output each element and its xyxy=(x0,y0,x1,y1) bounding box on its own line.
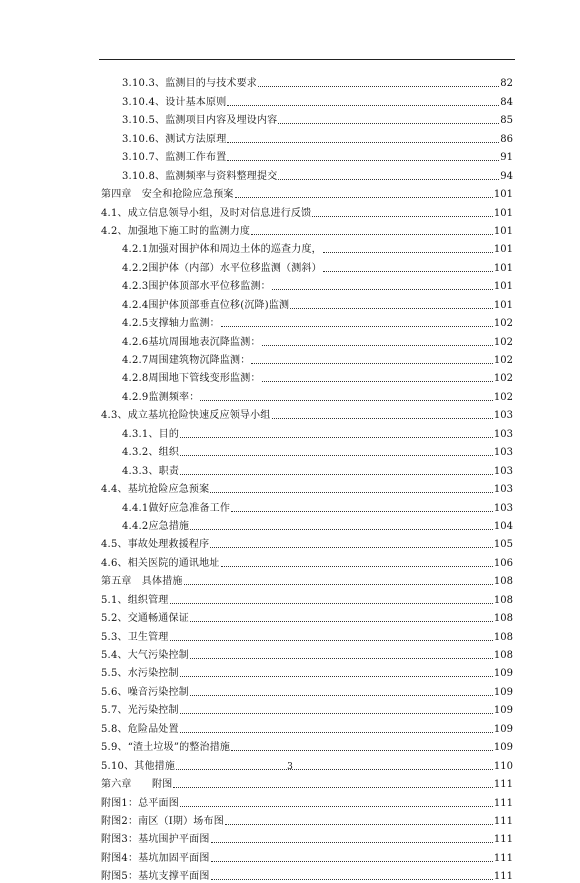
toc-entry-page: 103 xyxy=(493,502,513,514)
toc-entry-title: 附图1：总平面图 xyxy=(101,797,179,809)
toc-entry-page: 94 xyxy=(500,170,513,182)
toc-entry-page: 103 xyxy=(493,484,513,496)
toc-entry-page: 108 xyxy=(493,576,513,588)
toc-entry-title: 5.4、大气污染控制 xyxy=(101,650,189,661)
toc-entry[interactable] xyxy=(101,385,513,403)
toc-entry-page: 111 xyxy=(493,779,513,791)
toc-dot-leader xyxy=(210,492,493,493)
toc-entry[interactable] xyxy=(101,717,513,735)
header-rule xyxy=(99,59,515,60)
toc-dot-leader xyxy=(258,86,499,87)
toc-entry[interactable] xyxy=(101,367,513,385)
toc-entry-page: 108 xyxy=(493,594,513,606)
toc-entry-page: 101 xyxy=(493,262,513,274)
toc-entry-title: 第五章 具体措施 xyxy=(101,576,183,588)
toc-entry-page: 102 xyxy=(493,373,513,385)
toc-entry-title: 4.6、相关医院的通讯地址 xyxy=(101,557,220,569)
toc-entry-title: 附图4：基坑加固平面图 xyxy=(101,852,210,864)
toc-entry-page: 109 xyxy=(493,742,513,754)
toc-entry-title: 3.10.5、监测项目内容及埋设内容 xyxy=(122,115,278,127)
toc-dot-leader xyxy=(272,418,493,419)
toc-dot-leader xyxy=(190,621,493,622)
toc-entry-page: 109 xyxy=(493,723,513,735)
toc-entry-title: 4.2.3围护体顶部水平位移监测： xyxy=(122,281,271,293)
toc-dot-leader xyxy=(227,142,499,143)
toc-entry[interactable] xyxy=(101,109,513,127)
toc-dot-leader xyxy=(227,105,499,106)
toc-dot-leader xyxy=(173,787,493,788)
toc-dot-leader xyxy=(190,658,493,659)
toc-dot-leader xyxy=(251,234,493,235)
toc-dot-leader xyxy=(290,308,493,309)
toc-dot-leader xyxy=(180,676,493,677)
toc-entry[interactable] xyxy=(101,256,513,274)
toc-entry-page: 101 xyxy=(493,299,513,311)
toc-entry[interactable] xyxy=(101,551,513,569)
toc-entry-title: 4.2.8周围地下管线变形监测： xyxy=(122,373,261,385)
toc-entry-page: 84 xyxy=(500,96,513,108)
toc-entry[interactable] xyxy=(101,736,513,754)
toc-entry-page: 86 xyxy=(500,133,513,145)
toc-entry-title: 4.4、基坑抢险应急预案 xyxy=(101,484,210,496)
toc-entry-page: 108 xyxy=(493,650,513,661)
toc-entry-title: 附图3：基坑围护平面图 xyxy=(101,834,210,846)
toc-entry-title: 4.5、事故处理救援程序 xyxy=(101,539,210,551)
toc-dot-leader xyxy=(323,271,493,272)
toc-entry-page: 108 xyxy=(493,613,513,625)
toc-dot-leader xyxy=(211,879,493,880)
toc-entry-page: 111 xyxy=(493,815,513,827)
toc-entry-title: 5.10、其他措施 xyxy=(101,760,176,772)
toc-entry-title: 3.10.8、监测频率与资料整理提交 xyxy=(122,170,278,182)
toc-entry-page: 101 xyxy=(493,189,513,201)
toc-entry-page: 101 xyxy=(493,281,513,293)
toc-entry-page: 102 xyxy=(493,391,513,403)
toc-dot-leader xyxy=(221,326,493,327)
toc-entry[interactable] xyxy=(101,588,513,606)
toc-entry[interactable] xyxy=(101,201,513,219)
toc-entry-page: 109 xyxy=(493,668,513,680)
toc-entry-page: 101 xyxy=(493,225,513,237)
toc-entry[interactable] xyxy=(101,865,513,883)
toc-entry[interactable] xyxy=(101,72,513,90)
toc-dot-leader xyxy=(180,437,493,438)
toc-entry[interactable] xyxy=(101,275,513,293)
toc-entry-page: 102 xyxy=(493,355,513,366)
toc-entry[interactable] xyxy=(101,533,513,551)
toc-entry-title: 附图5：基坑支撑平面图 xyxy=(101,871,210,883)
toc-entry[interactable] xyxy=(101,662,513,680)
toc-entry[interactable] xyxy=(101,220,513,238)
toc-dot-leader xyxy=(184,584,493,585)
toc-dot-leader xyxy=(262,381,493,382)
toc-entry-page: 102 xyxy=(493,318,513,330)
toc-entry-title: 4.3.3、职责 xyxy=(122,465,180,477)
toc-entry[interactable] xyxy=(101,90,513,108)
toc-entry-page: 109 xyxy=(493,686,513,698)
toc-dot-leader xyxy=(200,400,492,401)
toc-entry-title: 5.2、交通畅通保证 xyxy=(101,613,189,625)
toc-entry-page: 101 xyxy=(493,207,513,219)
toc-entry[interactable] xyxy=(101,478,513,496)
toc-entry[interactable] xyxy=(101,625,513,643)
toc-entry-title: 4.2.5支撑轴力监测： xyxy=(122,318,220,330)
toc-dot-leader xyxy=(211,861,493,862)
toc-entry-title: 5.7、光污染控制 xyxy=(101,705,179,717)
toc-entry[interactable] xyxy=(101,312,513,330)
toc-dot-leader xyxy=(323,252,493,253)
toc-dot-leader xyxy=(278,179,499,180)
toc-entry-title: 4.4.2应急措施 xyxy=(122,520,190,532)
toc-dot-leader xyxy=(170,603,493,604)
toc-entry[interactable] xyxy=(101,238,513,256)
toc-entry[interactable] xyxy=(101,570,513,588)
toc-entry[interactable] xyxy=(101,404,513,422)
toc-entry[interactable] xyxy=(101,828,513,846)
toc-entry-title: 3.10.6、测试方法原理 xyxy=(122,133,227,145)
toc-entry-title: 第四章 安全和抢险应急预案 xyxy=(101,189,234,201)
toc-entry-page: 110 xyxy=(493,760,513,772)
toc-dot-leader xyxy=(278,123,499,124)
toc-entry-title: 4.3、成立基坑抢险快速反应领导小组 xyxy=(101,410,271,422)
toc-entry-page: 103 xyxy=(493,447,513,459)
toc-entry[interactable] xyxy=(101,699,513,717)
toc-entry[interactable] xyxy=(101,644,513,662)
toc-entry[interactable] xyxy=(101,293,513,311)
toc-entry-title: 5.3、卫生管理 xyxy=(101,631,169,643)
toc-entry-title: 3.10.3、监测目的与技术要求 xyxy=(122,78,258,90)
toc-entry[interactable] xyxy=(101,607,513,625)
toc-dot-leader xyxy=(180,455,493,456)
toc-entry-title: 第六章 附图 xyxy=(101,779,173,791)
toc-entry-title: 4.2.9监测频率： xyxy=(122,391,200,403)
toc-entry[interactable] xyxy=(101,127,513,145)
toc-dot-leader xyxy=(180,474,493,475)
toc-entry-title: 4.3.1、目的 xyxy=(122,428,180,440)
toc-entry[interactable] xyxy=(101,422,513,440)
toc-entry-title: 5.9、“渣土垃圾”的整治措施 xyxy=(101,742,231,754)
toc-entry-title: 4.1、成立信息领导小组，及时对信息进行反馈 xyxy=(101,207,312,219)
toc-dot-leader xyxy=(211,842,493,843)
toc-entry[interactable] xyxy=(101,846,513,864)
toc-dot-leader xyxy=(180,732,493,733)
toc-entry[interactable] xyxy=(101,496,513,514)
toc-entry[interactable] xyxy=(101,773,513,791)
toc-dot-leader xyxy=(262,345,493,346)
toc-entry-title: 5.5、水污染控制 xyxy=(101,668,179,680)
toc-entry-page: 109 xyxy=(493,705,513,717)
toc-dot-leader xyxy=(231,750,493,751)
toc-entry-page: 91 xyxy=(500,152,513,164)
toc-entry[interactable] xyxy=(101,515,513,533)
toc-entry-title: 4.2.7周围建筑物沉降监测： xyxy=(122,355,251,366)
toc-entry-page: 85 xyxy=(500,115,513,127)
toc-dot-leader xyxy=(251,363,492,364)
toc-entry-page: 111 xyxy=(493,852,513,864)
toc-entry-page: 102 xyxy=(493,336,513,348)
toc-dot-leader xyxy=(190,529,493,530)
toc-entry-page: 106 xyxy=(493,557,513,569)
toc-entry-page: 105 xyxy=(493,539,513,551)
toc-dot-leader xyxy=(170,640,493,641)
toc-entry[interactable] xyxy=(101,441,513,459)
toc-dot-leader xyxy=(272,289,493,290)
toc-entry-title: 4.3.2、组织 xyxy=(122,447,180,459)
toc-entry-title: 4.2.4围护体顶部垂直位移(沉降)监测 xyxy=(122,299,290,311)
toc-entry[interactable] xyxy=(101,183,513,201)
toc-entry[interactable] xyxy=(101,146,513,164)
toc-entry-title: 4.2、加强地下施工时的监测力度 xyxy=(101,225,251,237)
toc-entry-title: 附图2：南区（Ⅰ期）场布图 xyxy=(101,815,224,827)
toc-entry-title: 4.2.6基坑周围地表沉降监测： xyxy=(122,336,261,348)
toc-entry-title: 5.1、组织管理 xyxy=(101,594,169,606)
toc-dot-leader xyxy=(190,695,493,696)
toc-entry-page: 103 xyxy=(493,410,513,422)
toc-entry-title: 3.10.4、设计基本原则 xyxy=(122,96,227,108)
toc-dot-leader xyxy=(210,547,493,548)
toc-entry-page: 101 xyxy=(493,244,513,256)
toc-entry-title: 5.6、噪音污染控制 xyxy=(101,686,189,698)
toc-dot-leader xyxy=(235,197,493,198)
toc-dot-leader xyxy=(227,160,499,161)
toc-entry[interactable] xyxy=(101,810,513,828)
toc-entry[interactable] xyxy=(101,349,513,367)
toc-entry-page: 82 xyxy=(500,78,513,90)
toc-entry-title: 5.8、危险品处置 xyxy=(101,723,179,735)
toc-entry-page: 111 xyxy=(493,871,513,883)
toc-entry-page: 111 xyxy=(493,834,513,846)
toc-entry[interactable] xyxy=(101,459,513,477)
toc-entry-title: 3.10.7、监测工作布置 xyxy=(122,152,227,164)
toc-entry-title: 4.4.1做好应急准备工作 xyxy=(122,502,231,514)
toc-dot-leader xyxy=(312,216,493,217)
toc-entry[interactable] xyxy=(101,680,513,698)
toc-entry-title: 4.2.2围护体（内部）水平位移监测（测斜） xyxy=(122,262,322,274)
toc-entry-page: 104 xyxy=(493,520,513,532)
toc-dot-leader xyxy=(180,806,493,807)
toc-dot-leader xyxy=(221,566,493,567)
toc-entry-page: 111 xyxy=(493,797,513,809)
toc-entry-page: 108 xyxy=(493,631,513,643)
toc-entry[interactable] xyxy=(101,330,513,348)
toc-dot-leader xyxy=(180,713,493,714)
toc-entry[interactable] xyxy=(101,791,513,809)
toc-dot-leader xyxy=(225,824,493,825)
toc-dot-leader xyxy=(231,511,493,512)
page-number: 3 xyxy=(287,762,293,772)
toc-entry[interactable] xyxy=(101,164,513,182)
toc-entry-title: 4.2.1加强对围护体和周边土体的巡查力度， xyxy=(122,244,322,256)
toc-entry-page: 103 xyxy=(493,428,513,440)
toc-entry-page: 103 xyxy=(493,465,513,477)
